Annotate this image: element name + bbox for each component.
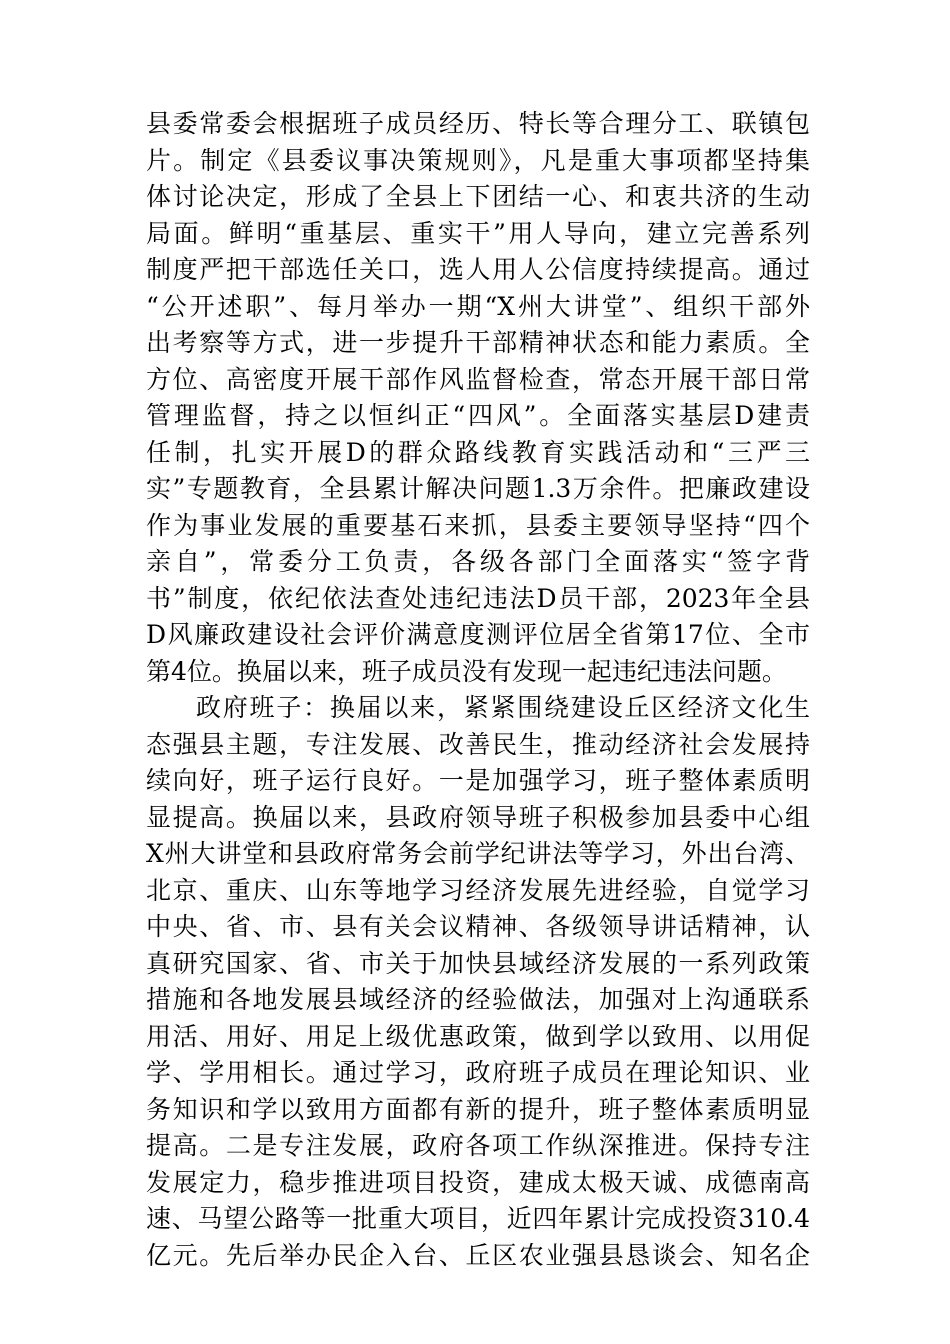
text-line: 任制，扎实开展D的群众路线教育实践活动和“三严三 (146, 437, 810, 467)
text-line: 务知识和学以致用方面都有新的提升，班子整体素质明显 (146, 1094, 810, 1124)
text-line: 方位、高密度开展干部作风监督检查，常态开展干部日常 (146, 364, 810, 394)
text-line: 管理监督，持之以恒纠正“四风”。全面落实基层D建责 (146, 401, 810, 430)
text-line: 用活、用好、用足上级优惠政策，做到学以致用、以用促 (146, 1021, 810, 1051)
text-line: 速、马望公路等一批重大项目，近四年累计完成投资310.4 (146, 1204, 810, 1233)
text-line: 措施和各地发展县域经济的经验做法，加强对上沟通联系 (146, 985, 810, 1014)
paragraph-party-committee (146, 106, 810, 690)
text-line: 出考察等方式，进一步提升干部精神状态和能力素质。全 (146, 328, 810, 357)
paragraph-government (146, 690, 810, 1274)
text-line: 政府班子：换届以来，紧紧围绕建设丘区经济文化生 (196, 693, 810, 722)
text-line: 体讨论决定，形成了全县上下团结一心、和衷共济的生动 (146, 182, 810, 211)
text-line: 亿元。先后举办民企入台、丘区农业强县恳谈会、知名企 (146, 1240, 810, 1270)
text-line: X州大讲堂和县政府常务会前学纪讲法等学习，外出台湾、 (146, 839, 810, 868)
text-line: D风廉政建设社会评价满意度测评位居全省第17位、全市 (146, 620, 810, 649)
text-line: 县委常委会根据班子成员经历、特长等合理分工、联镇包 (146, 109, 810, 138)
text-line: 制度严把干部选任关口，选人用人公信度持续提高。通过 (146, 255, 810, 284)
text-line: 局面。鲜明“重基层、重实干”用人导向，建立完善系列 (146, 218, 810, 248)
text-line: “公开述职”、每月举办一期“X州大讲堂”、组织干部外 (146, 291, 810, 321)
text-line: 北京、重庆、山东等地学习经济发展先进经验，自觉学习 (146, 875, 810, 905)
text-line: 中央、省、市、县有关会议精神、各级领导讲话精神，认 (146, 912, 810, 941)
text-line: 学、学用相长。通过学习，政府班子成员在理论知识、业 (146, 1058, 810, 1087)
text-line: 提高。二是专注发展，政府各项工作纵深推进。保持专注 (146, 1131, 810, 1160)
text-line: 显提高。换届以来，县政府领导班子积极参加县委中心组 (146, 802, 810, 832)
text-line: 书”制度，依纪依法查处违纪违法D员干部，2023年全县 (146, 583, 810, 613)
text-line: 亲自”，常委分工负责，各级各部门全面落实“签字背 (146, 547, 810, 576)
text-line: 发展定力，稳步推进项目投资，建成太极天诚、成德南高 (146, 1167, 810, 1197)
text-line: 作为事业发展的重要基石来抓，县委主要领导坚持“四个 (146, 510, 810, 540)
document-body (146, 106, 810, 1274)
text-line: 实”专题教育，全县累计解决问题1.3万余件。把廉政建设 (146, 474, 810, 503)
text-line: 片。制定《县委议事决策规则》，凡是重大事项都坚持集 (146, 145, 810, 175)
text-line: 第4位。换届以来，班子成员没有发现一起违纪违法问题。 (146, 656, 787, 686)
text-line: 续向好，班子运行良好。一是加强学习，班子整体素质明 (146, 766, 810, 795)
text-line: 态强县主题，专注发展、改善民生，推动经济社会发展持 (146, 729, 810, 759)
text-line: 真研究国家、省、市关于加快县域经济发展的一系列政策 (146, 948, 810, 978)
